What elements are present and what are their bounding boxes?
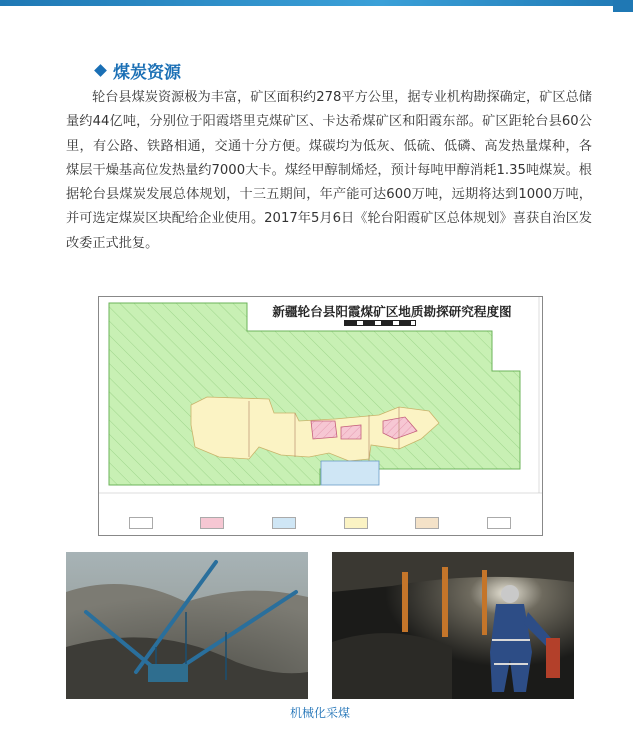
legend-swatch [415,517,439,529]
survey-zone-blue [321,461,379,485]
mining-area-green [109,303,520,485]
detailed-zone-pink-2 [341,425,361,439]
survey-map-figure [98,296,543,536]
legend-swatch [487,517,511,529]
map-drawing [99,297,542,535]
diamond-bullet-icon [94,64,107,77]
photo-caption: 机械化采煤 [289,706,350,720]
section-title: 煤炭资源 [113,62,181,83]
conveyor-photo-drawing [66,552,308,699]
conveyor-photo [66,552,308,699]
legend-swatch [272,517,296,529]
legend-swatch [344,517,368,529]
legend-swatch [200,517,224,529]
detailed-zone-pink [311,421,337,439]
miner-photo-drawing [332,552,574,699]
miner-photo [332,552,574,699]
body-paragraph: 轮台县煤炭资源极为丰富，矿区面积约278平方公里，据专业机构勘探确定，矿区总储量约44亿吨，分别位于阳霞塔里克煤矿区、卡达希煤矿区和阳霞东部。矿区距轮台县60公里，有公路、铁路相通，交通十分方便。煤碳均为低灰、低硫、低磷、高发热量煤种，各煤层干燥基高位发热量约7000大卡。煤经甲醇制烯烃，预计每吨甲醇消耗1.35吨煤炭。根据轮台县煤炭发展总体规划，十三五期间，年产能可达600万吨，远期将达到1000万吨，并可选定煤炭区块配给企业使用。2017年5月6日《轮台阳霞矿区总体规划》喜获自治区发改委正式批复。 [66,90,592,251]
map-title: 新疆轮台县阳霞煤矿区地质勘探研究程度图 [272,304,512,319]
section-heading [96,58,181,82]
top-accent-notch [613,0,633,12]
map-legend [105,515,535,531]
top-accent-bar [0,0,633,6]
legend-swatch [129,517,153,529]
map-scale-bar [344,320,416,326]
